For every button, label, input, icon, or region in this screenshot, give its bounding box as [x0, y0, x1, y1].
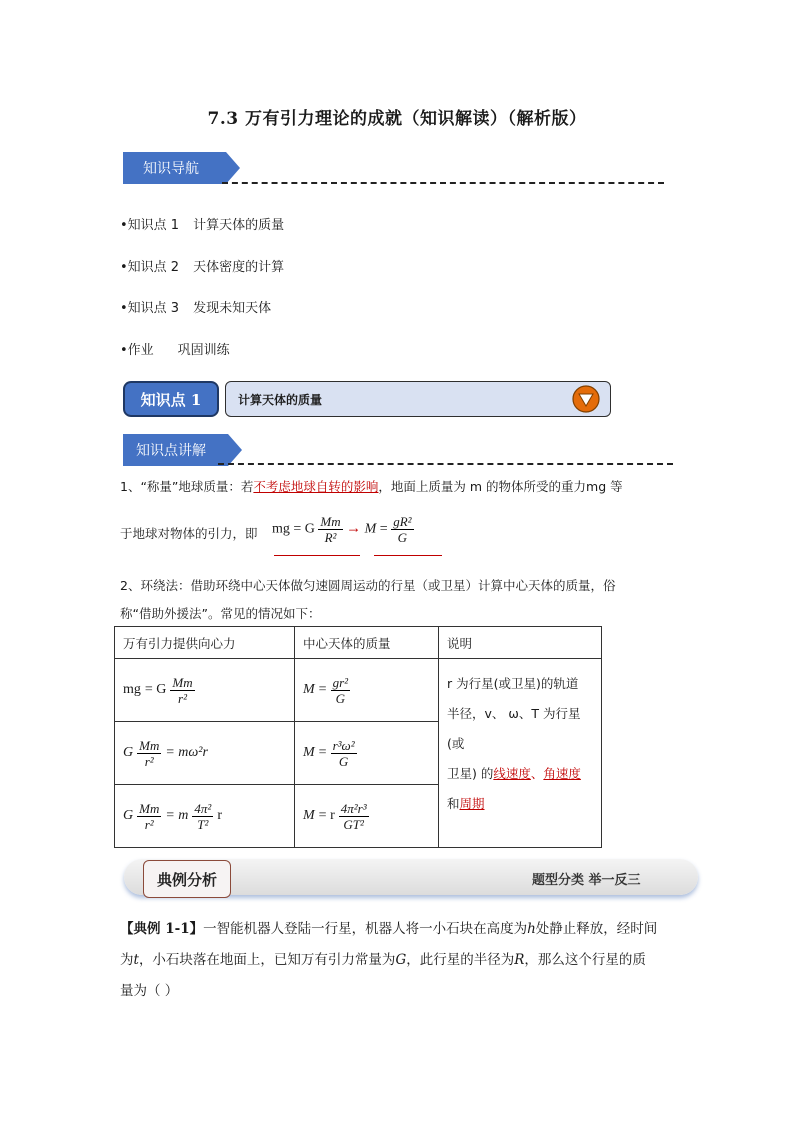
example-problem — [120, 914, 680, 1007]
page-title: 7.3 万有引力理论的成就（知识解读）（解析版） — [207, 109, 587, 129]
frac-num: gr² — [332, 674, 349, 690]
dash-divider — [218, 463, 673, 465]
example-banner-subtitle: 题型分类 举一反三 — [532, 873, 641, 888]
formula-fraction — [331, 675, 350, 706]
kp-title: 计算天体的质量 — [238, 392, 323, 407]
f1-eq: = G — [293, 521, 315, 537]
underlined-term: 线速度 — [493, 766, 531, 781]
note-line — [447, 759, 593, 789]
table-cell — [295, 785, 439, 848]
example-text: 一智能机器人登陆一行星，机器人将一小石块在高度为 — [203, 921, 528, 937]
f1-den2: G — [397, 530, 408, 545]
frac-den: G — [338, 753, 349, 769]
nav-section-header — [123, 152, 240, 184]
note-text: 和 — [447, 796, 460, 811]
underlined-term: 角速度 — [543, 766, 581, 781]
tag-arrow-icon — [228, 434, 242, 466]
example-label: 典例分析 — [143, 860, 231, 898]
table-header: 万有引力提供向心力 — [115, 627, 295, 659]
toc-bullet: •知识点 3 — [120, 301, 180, 316]
table-header: 中心天体的质量 — [295, 627, 439, 659]
kp-title-bar[interactable] — [225, 381, 611, 417]
formula-fraction — [170, 675, 194, 706]
formula-fraction — [137, 738, 161, 769]
f1-fraction2 — [391, 514, 413, 545]
formula-part: M — [303, 745, 315, 760]
f1-fraction — [318, 514, 342, 545]
formula-part: G — [123, 745, 134, 760]
explain-section-header — [123, 434, 242, 466]
formula-part: r — [217, 808, 222, 823]
table-cell — [115, 785, 295, 848]
toc-text: 计算天体的质量 — [193, 218, 285, 233]
formula-part: = — [318, 682, 327, 697]
red-underline — [374, 555, 442, 556]
formula-earth-mass: mg = G $\frac{Mm}{\text{R²}}$ → M = $\frac{\text{gR²}}{G}$ — [272, 514, 412, 545]
table-cell — [115, 722, 295, 785]
example-tag: 【典例 1-1】 — [120, 921, 204, 937]
note-line: r 为行星(或卫星)的轨道 — [447, 676, 579, 691]
toc-item[interactable] — [120, 339, 230, 358]
formula-fraction — [137, 801, 161, 832]
frac-den: r² — [178, 690, 187, 706]
underlined-term: 周期 — [459, 796, 485, 811]
mass-formula-table — [114, 626, 602, 848]
note-sep: 、 — [530, 766, 544, 781]
toc-text: 发现未知天体 — [193, 301, 272, 316]
formula-part: = — [318, 745, 327, 760]
toc-item[interactable] — [120, 256, 284, 275]
example-text: 为 — [120, 952, 134, 968]
frac-num: Mm — [139, 800, 160, 816]
example-var: R — [514, 952, 525, 968]
red-underline — [274, 555, 360, 556]
toc-text: 巩固训练 — [177, 343, 230, 358]
p1-suffix: ，地面上质量为 m 的物体所受的重力mg 等 — [378, 479, 623, 494]
table-cell — [115, 659, 295, 722]
f1-num2: gR² — [393, 514, 412, 529]
toc-bullet: •知识点 2 — [120, 260, 180, 275]
formula-fraction — [331, 738, 357, 769]
f1-den: R² — [324, 530, 337, 545]
toc-bullet: •知识点 1 — [120, 218, 180, 233]
paragraph-1-line2: 于地球对物体的引力，即 — [120, 526, 258, 541]
table-header-row — [115, 627, 602, 659]
example-text: ，那么这个行星的质 — [524, 952, 646, 968]
note-text: 卫星) 的 — [447, 766, 494, 781]
formula-part: = G — [144, 682, 167, 697]
frac-num: 4π² — [194, 800, 212, 816]
toc-bullet: •作业 — [120, 343, 154, 358]
example-var: G — [395, 952, 407, 968]
toc-item[interactable] — [120, 214, 284, 233]
frac-den: r² — [144, 753, 154, 769]
table-cell — [295, 659, 439, 722]
f1-num: Mm — [320, 514, 341, 529]
formula-part: = m — [165, 808, 189, 823]
example-var: h — [527, 921, 536, 937]
formula-part: M — [303, 808, 315, 823]
explain-header-label: 知识点讲解 — [123, 434, 228, 466]
dash-divider — [222, 182, 664, 184]
example-text: 量为（ ） — [120, 983, 179, 999]
frac-den: G — [335, 690, 345, 706]
table-header: 说明 — [439, 627, 602, 659]
note-line — [447, 789, 593, 819]
formula-part: = mω²r — [165, 745, 208, 760]
paragraph-2 — [120, 572, 680, 628]
expand-down-icon[interactable] — [572, 385, 600, 413]
formula-fraction — [192, 801, 213, 832]
formula-part: = r — [318, 808, 335, 823]
formula-fraction — [339, 801, 369, 832]
frac-den: GT² — [343, 816, 364, 832]
frac-num: r³ω² — [332, 737, 355, 753]
frac-num: Mm — [139, 737, 160, 753]
table-cell — [295, 722, 439, 785]
example-text: 处静止释放，经时间 — [535, 921, 658, 937]
table-row — [115, 659, 602, 722]
nav-header-label: 知识导航 — [123, 152, 226, 184]
tag-arrow-icon — [226, 152, 240, 184]
note-line: 半径，v、 ω、T 为行星(或 — [447, 706, 581, 751]
p2-line1: 2、环绕法：借助环绕中心天体做匀速圆周运动的行星（或卫星）计算中心天体的质量，俗 — [120, 578, 616, 593]
arrow-icon: → — [346, 520, 362, 537]
underlined-phrase: 不考虑地球自转的影响 — [253, 479, 379, 494]
frac-num: Mm — [172, 674, 193, 690]
example-var: t — [133, 952, 139, 968]
example-text: ，此行星的半径为 — [406, 952, 515, 968]
formula-part: mg — [123, 682, 141, 697]
toc-item[interactable] — [120, 297, 271, 316]
example-text: ，小石块落在地面上，已知万有引力常量为 — [138, 952, 396, 968]
p2-line2: 称“借助外援法”。常见的情况如下： — [120, 606, 321, 621]
p1-prefix: 1、“称量”地球质量：若 — [120, 479, 254, 494]
f1-lhs: mg — [272, 521, 290, 537]
frac-den: T² — [197, 816, 209, 832]
f1-m: M — [364, 521, 377, 537]
frac-den: r² — [144, 816, 154, 832]
toc-text: 天体密度的计算 — [193, 260, 285, 275]
explanation-cell — [439, 659, 602, 848]
formula-part: M — [303, 682, 315, 697]
kp-badge: 知识点 1 — [123, 381, 219, 417]
paragraph-1 — [120, 477, 680, 497]
frac-num: 4π²r³ — [340, 800, 367, 816]
formula-part: G — [123, 808, 134, 823]
